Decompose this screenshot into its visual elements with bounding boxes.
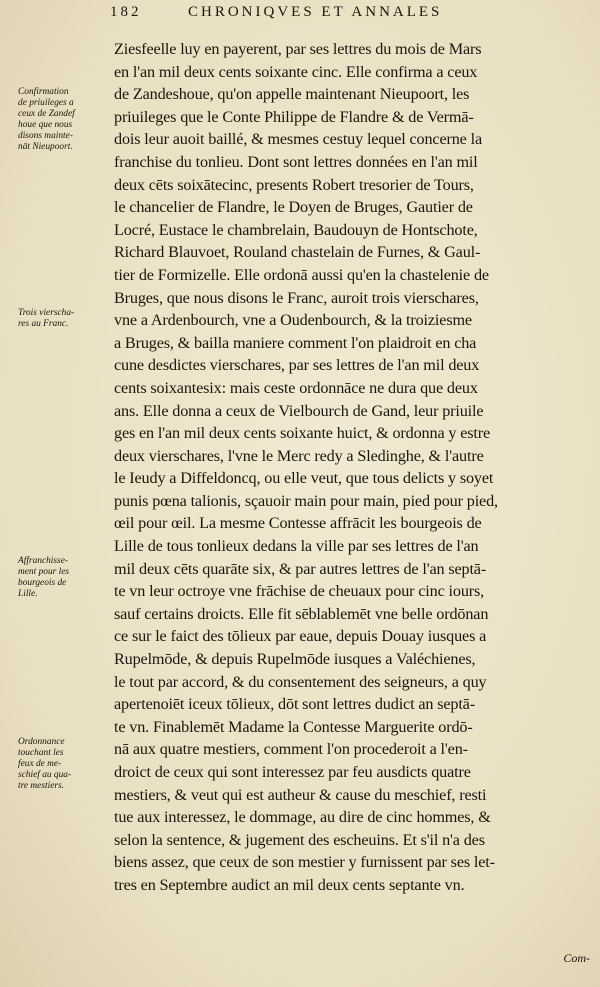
margin-note-line: Affranchisse-: [18, 556, 68, 566]
text-line: tres en Septembre audict an mil deux cents septante vn.: [114, 875, 465, 894]
text-line: Richard Blauvoet, Rouland chastelain de Furnes, & Gaul-: [114, 243, 481, 262]
text-line: Rupelmōde, & depuis Rupelmōde iusques a Valéchienes,: [114, 650, 476, 669]
text-line: a Bruges, & bailla maniere comment l'on plaidroit en cha: [114, 333, 477, 352]
running-head: [110, 4, 600, 26]
text-line: deux vierschares, l'vne le Merc redy a Sledinghe, & l'autre: [114, 446, 484, 465]
text-line: Bruges, que nous disons le Franc, auroit trois vierschares,: [114, 288, 479, 307]
margin-note-line: touchant les: [18, 748, 64, 758]
text-line: Ziesfeelle luy en payerent, par ses lettres du mois de Mars: [114, 40, 482, 58]
text-line: cents soixantesix: mais ceste ordonnāce ne dura que deux: [114, 378, 478, 397]
margin-note-vierschares: [18, 308, 114, 330]
margin-note-line: feux de me-: [18, 759, 62, 769]
text-line: te vn leur octroye vne frāchise de cheuaux pour cinc iours,: [114, 582, 485, 601]
running-title: CHRONIQVES ET ANNALES: [188, 4, 443, 20]
text-line: te vn. Finablemēt Madame la Contesse Marguerite ordō-: [114, 717, 473, 736]
margin-note-affranchissement: [18, 556, 114, 600]
margin-note-line: Trois vierscha-: [18, 308, 75, 318]
text-line: de Zandeshoue, qu'on appelle maintenant Nieupoort, les: [114, 85, 470, 104]
text-line: œil pour œil. La mesme Contesse affrācit les bourgeois de: [114, 514, 482, 533]
text-line: cune desdictes vierschares, par ses lettres de l'an mil deux: [114, 356, 480, 375]
margin-note-confirmation: [18, 87, 114, 153]
text-line: franchise du tonlieu. Dont sont lettres données en l'an mil: [114, 152, 478, 171]
text-line: sauf certains droicts. Elle fit sēblablemēt vne belle ordōnan: [114, 604, 489, 623]
body-text: [114, 38, 586, 897]
text-line: ans. Elle donna a ceux de Vielbourch de Gand, leur priuile: [114, 401, 484, 420]
margin-note-line: tre mestiers.: [18, 781, 65, 791]
margin-note-line: Confirmation: [18, 87, 69, 97]
margin-note-line: nāt Nieupoort.: [18, 142, 73, 152]
margin-note-line: Lille.: [18, 589, 38, 599]
text-line: tier de Formizelle. Elle ordonā aussi qu'en la chastelenie de: [114, 265, 489, 284]
text-line: tue aux interessez, le dommage, au dire de cinc hommes, &: [114, 808, 491, 827]
text-line: le tout par accord, & du consentement des seigneurs, a quy: [114, 672, 487, 691]
text-line: punis pœna talionis, sçauoir main pour main, pied pour pied,: [114, 491, 498, 510]
text-line: deux cēts soixātecinc, presents Robert tresorier de Tours,: [114, 175, 474, 194]
text-line: mil deux cēts quarāte six, & par autres lettres de l'an septā-: [114, 559, 487, 578]
margin-note-line: Ordonnance: [18, 737, 65, 747]
text-line: mestiers, & veut qui est autheur & cause du meschief, resti: [114, 785, 487, 804]
text-line: biens assez, que ceux de son mestier y furnissent par ses let-: [114, 853, 495, 872]
margin-note-line: res au Franc.: [18, 319, 69, 329]
text-line: droict de ceux qui sont interessez par feu ausdicts quatre: [114, 763, 471, 781]
text-line: le chancelier de Flandre, le Doyen de Bruges, Gautier de: [114, 198, 473, 217]
catchword: Com-: [563, 951, 590, 965]
text-line: Lille de tous tonlieux dedans la ville par ses lettres de l'an: [114, 537, 479, 556]
text-line: priuileges que le Conte Philippe de Flandre & de Vermā-: [114, 107, 474, 126]
margin-note-line: ceux de Zandef: [18, 109, 75, 119]
margin-note-line: bourgeois de: [18, 578, 67, 588]
margin-note-ordonnance: [18, 737, 114, 792]
margin-note-line: disons mainte-: [18, 131, 73, 141]
text-line: nā aux quatre mestiers, comment l'on procederoit a l'en-: [114, 740, 468, 759]
folio-number: 182: [110, 4, 142, 20]
text-line: Locré, Eustace le chambrelain, Baudouyn de Hontschote,: [114, 220, 478, 239]
margin-note-line: ment pour les: [18, 567, 70, 577]
margin-note-line: houe que nous: [18, 120, 73, 130]
text-line: apertenoiēt iceux tōlieux, dōt sont lettres dudict an septā-: [114, 695, 475, 714]
text-line: le Ieudy a Diffeldoncq, ou elle veut, que tous delicts y soyet: [114, 469, 494, 488]
margin-note-line: de priuileges a: [18, 98, 74, 108]
text-line: vne a Ardenbourch, vne a Oudenbourch, & la troiziesme: [114, 311, 472, 330]
margin-note-line: schief au qua-: [18, 770, 72, 780]
text-line: en l'an mil deux cents soixante cinc. Elle confirma a ceux: [114, 62, 478, 81]
text-line: dois leur auoit baillé, & mesmes cestuy lequel concerne la: [114, 130, 482, 149]
text-line: selon la sentence, & jugement des escheuins. Et s'il n'a des: [114, 830, 485, 849]
text-line: ce sur le faict des tōlieux par eaue, depuis Douay iusques a: [114, 627, 487, 646]
text-line: ges en l'an mil deux cents soixante huict, & ordonna y estre: [114, 424, 491, 443]
